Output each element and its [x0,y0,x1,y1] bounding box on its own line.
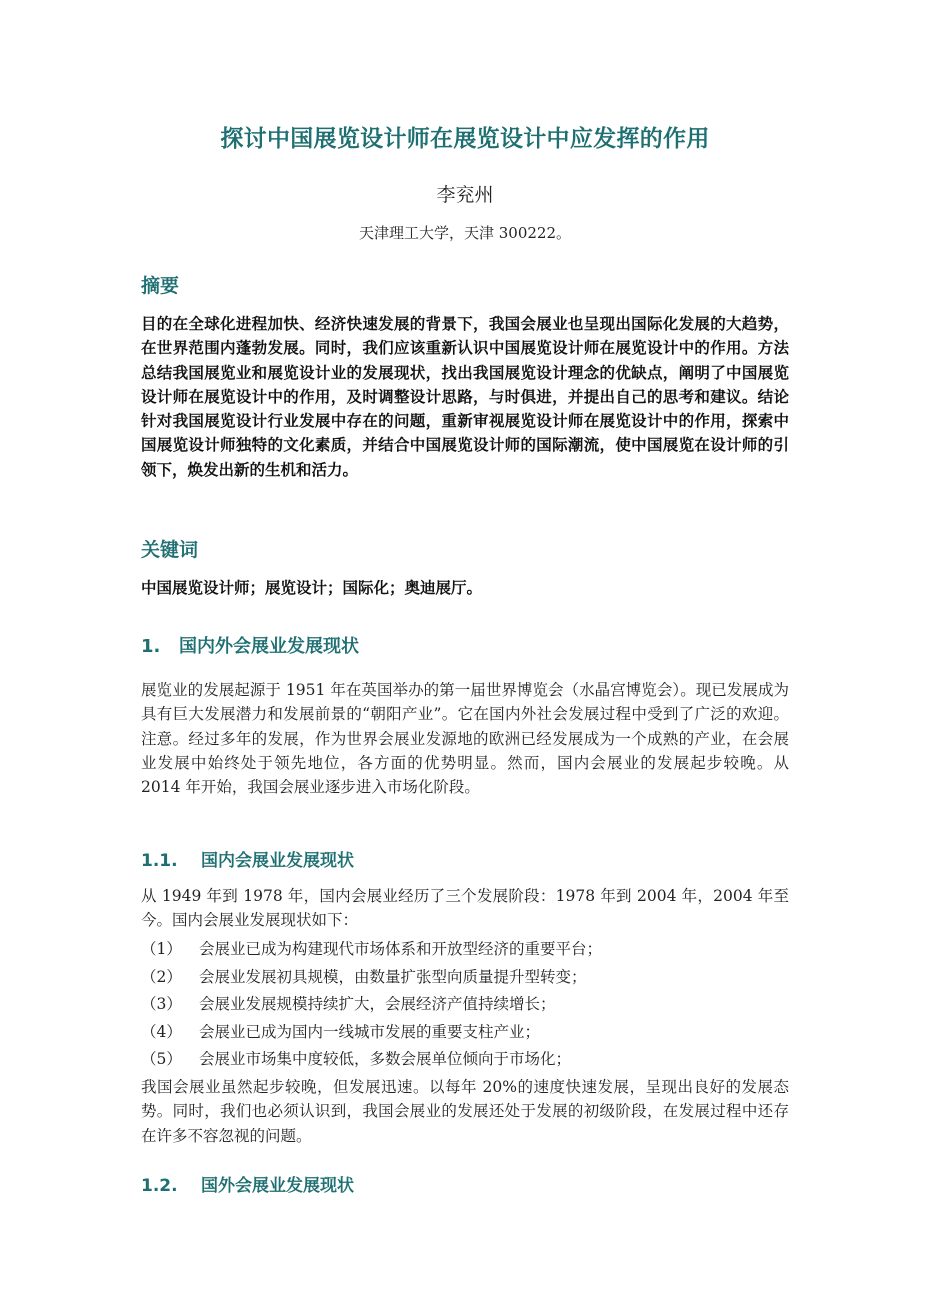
section-1-number: 1. [141,636,161,657]
section-1-heading [141,632,359,658]
list-item-text: 会展业已成为国内一线城市发展的重要支柱产业； [199,1022,541,1041]
section-1-2-title: 国外会展业发展现状 [201,1176,354,1196]
keywords-heading: 关键词 [141,539,199,561]
section-1-1-heading [141,846,354,871]
author-affiliation: 天津理工大学，天津 300222。 [358,224,572,242]
author-name: 李兖州 [436,184,494,206]
list-item [141,1019,789,1047]
list-item [141,991,789,1019]
list-item [141,936,789,964]
section-1-1-number: 1.1. [141,851,178,871]
list-item [141,964,789,992]
section-1-1-closing: 我国会展业虽然起步较晚，但发展迅速。以每年 20%的速度快速发展，呈现出良好的发展态势。同时，我们也必须认识到，我国会展业的发展还处于发展的初级阶段，在发展过程中还存在许多不容忽视的问题。 [141,1078,789,1145]
list-item-number: （5） [141,1050,182,1068]
abstract-heading: 摘要 [141,275,180,297]
abstract-text: 目的在全球化进程加快、经济快速发展的背景下，我国会展业也呈现出国际化发展的大趋势，在世界范围内蓬勃发展。同时，我们应该重新认识中国展览设计师在展览设计中的作用。方法总结我国展览业和展览设计业的发展现状，找出我国展览设计理念的优缺点，阐明了中国展览设计师在展览设计中的作用，及时调整设计思路，与时俱进，并提出自己的思考和建议。结论针对我国展览设计行业发展中存在的问题，重新审视展览设计师在展览设计中的作用，探索中国展览设计师独特的文化素质，并结合中国展览设计师的国际潮流，使中国展览在设计师的引领下，焕发出新的生机和活力。 [141,315,789,479]
list-item-number: （2） [141,967,182,986]
list-item-number: （3） [141,995,182,1013]
list-item-text: 会展业发展规模持续扩大，会展经济产值持续增长； [199,995,556,1013]
section-1-1-title: 国内会展业发展现状 [201,851,354,871]
paper-title: 探讨中国展览设计师在展览设计中应发挥的作用 [220,126,710,152]
list-item-number: （1） [141,940,182,958]
section-1-title: 国内外会展业发展现状 [179,636,359,657]
list-item [141,1046,789,1074]
section-1-paragraph: 展览业的发展起源于 1951 年在英国举办的第一届世界博览会（水晶宫博览会）。现已发展成为具有巨大发展潜力和发展前景的“朝阳产业”。它在国内外社会发展过程中受到了广泛的欢迎。注意。经过多年的发展，作为世界会展业发源地的欧洲已经发展成为一个成熟的产业，在会展业发展中始终处于领先地位，各方面的优势明显。然而，国内会展业的发展起步较晚。从 2014 年开始，我国会展业逐步进入市场化阶段。 [141,681,789,797]
section-1-1-intro: 从 1949 年到 1978 年，国内会展业经历了三个发展阶段：1978 年到 2004 年，2004 年至今。国内会展业发展现状如下： [141,887,789,930]
list-item-text: 会展业已成为构建现代市场体系和开放型经济的重要平台； [199,940,603,958]
development-status-list [141,936,789,1074]
keywords-text: 中国展览设计师；展览设计；国际化；奥迪展厅。 [141,579,483,597]
section-1-2-number: 1.2. [141,1176,178,1196]
section-1-2-heading [141,1171,354,1196]
list-item-number: （4） [141,1022,182,1041]
list-item-text: 会展业市场集中度较低，多数会展单位倾向于市场化； [199,1050,572,1068]
list-item-text: 会展业发展初具规模，由数量扩张型向质量提升型转变； [199,967,587,986]
